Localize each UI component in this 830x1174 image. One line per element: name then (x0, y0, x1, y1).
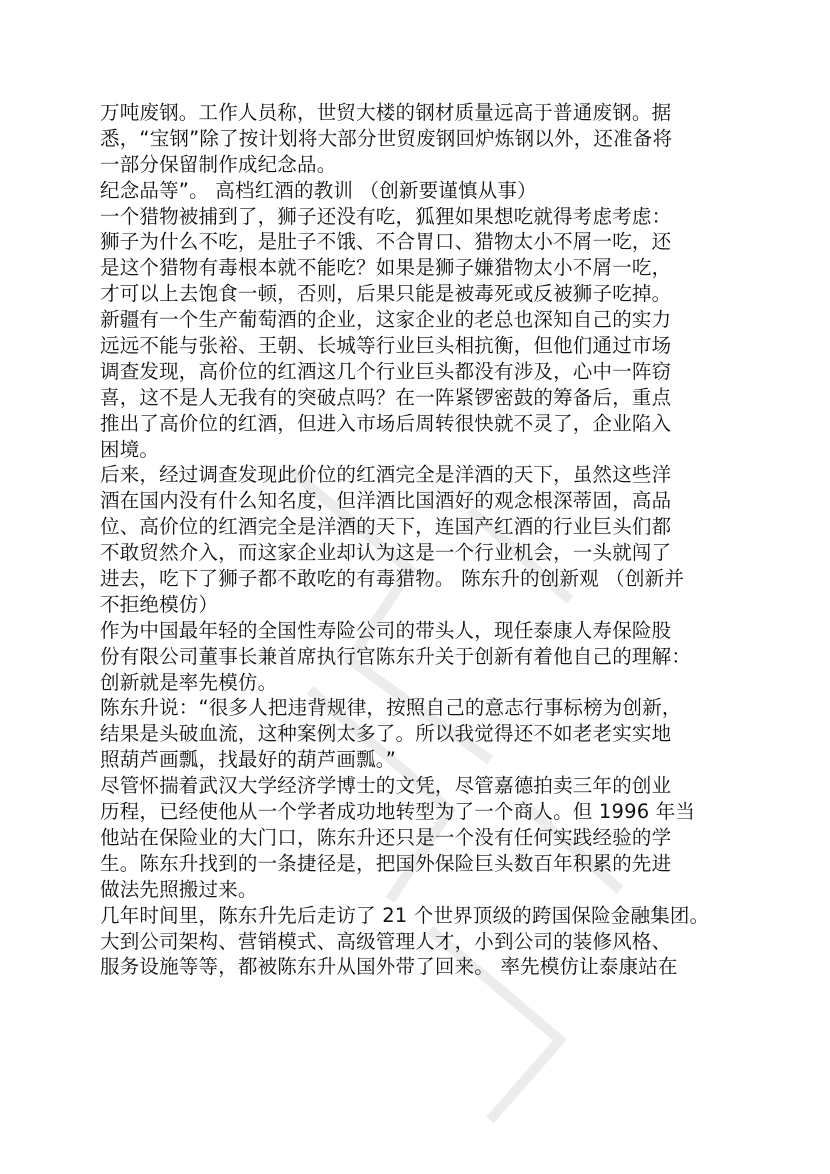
text-line: 作为中国最年轻的全国性寿险公司的带头人，现任泰康人寿保险股 (100, 618, 672, 642)
text-line: 照葫芦画瓢，找最好的葫芦画瓢。” (100, 748, 397, 772)
text-line: 几年时间里，陈东升先后走访了 21 个世界顶级的跨国保险金融集团。 (100, 903, 710, 927)
text-line: 结果是头破血流，这种案例太多了。所以我觉得还不如老老实实地 (100, 722, 672, 746)
text-line: 后来，经过调查发现此价位的红酒完全是洋酒的天下，虽然这些洋 (100, 463, 672, 487)
text-line: 万吨废钢。工作人员称，世贸大楼的钢材质量远高于普通废钢。据 (100, 101, 672, 124)
body-text (100, 100, 790, 980)
text-line: 不拒绝模仿） (100, 592, 219, 616)
text-line: 进去，吃下了狮子都不敢吃的有毒猎物。 陈东升的创新观 （创新并 (100, 567, 685, 591)
text-line: 悉，“宝钢”除了按计划将大部分世贸废钢回炉炼钢以外，还准备将 (100, 126, 673, 150)
text-line: 酒在国内没有什么知名度，但洋酒比国酒好的观念根深蒂固，高品 (100, 489, 672, 513)
text-line: 调查发现，高价位的红酒这几个行业巨头都没有涉及，心中一阵窃 (100, 359, 672, 383)
text-line: 一部分保留制作成纪念品。 (100, 152, 337, 176)
text-line: 做法先照搬过来。 (100, 877, 258, 901)
text-line: 远远不能与张裕、王朝、长城等行业巨头相抗衡，但他们通过市场 (100, 334, 672, 358)
text-line: 他站在保险业的大门口，陈东升还只是一个没有任何实践经验的学 (100, 825, 672, 849)
text-line: 创新就是率先模仿。 (100, 670, 278, 694)
text-line: 推出了高价位的红酒，但进入市场后周转很快就不灵了，企业陷入 (100, 411, 672, 435)
text-line: 新疆有一个生产葡萄酒的企业，这家企业的老总也深知自己的实力 (100, 308, 672, 332)
text-line: 服务设施等等，都被陈东升从国外带了回来。 率先模仿让泰康站在 (100, 955, 678, 979)
text-line: 生。陈东升找到的一条捷径是，把国外保险巨头数百年积累的先进 (100, 851, 672, 875)
text-line: 尽管怀揣着武汉大学经济学博士的文凭，尽管嘉德拍卖三年的创业 (100, 774, 672, 798)
text-line: 历程，已经使他从一个学者成功地转型为了一个商人。但 1996 年当 (100, 800, 696, 824)
text-line: 一个猎物被捕到了，狮子还没有吃，狐狸如果想吃就得考虑考虑： (100, 204, 672, 228)
text-line: 才可以上去饱食一顿，否则，后果只能是被毒死或反被狮子吃掉。 (100, 282, 672, 306)
text-line: 陈东升说：“很多人把违背规律，按照自己的意志行事标榜为创新， (100, 696, 682, 720)
text-line: 大到公司架构、营销模式、高级管理人才，小到公司的装修风格、 (100, 929, 672, 953)
text-line: 喜，这不是人无我有的突破点吗？在一阵紧锣密鼓的筹备后，重点 (100, 385, 672, 409)
text-line: 不敢贸然介入，而这家企业却认为这是一个行业机会，一头就闯了 (100, 541, 672, 565)
section-heading-line: 纪念品等”。 高档红酒的教训 （创新要谨慎从事） (100, 178, 537, 202)
text-line: 困境。 (100, 437, 160, 461)
text-line: 份有限公司董事长兼首席执行官陈东升关于创新有着他自己的理解： (100, 644, 692, 668)
text-line: 位、高价位的红酒完全是洋酒的天下，连国产红酒的行业巨头们都 (100, 515, 672, 539)
text-line: 是这个猎物有毒根本就不能吃？如果是狮子嫌猎物太小不屑一吃， (100, 256, 672, 280)
text-line: 狮子为什么不吃，是肚子不饿、不合胃口、猎物太小不屑一吃，还 (100, 230, 672, 254)
